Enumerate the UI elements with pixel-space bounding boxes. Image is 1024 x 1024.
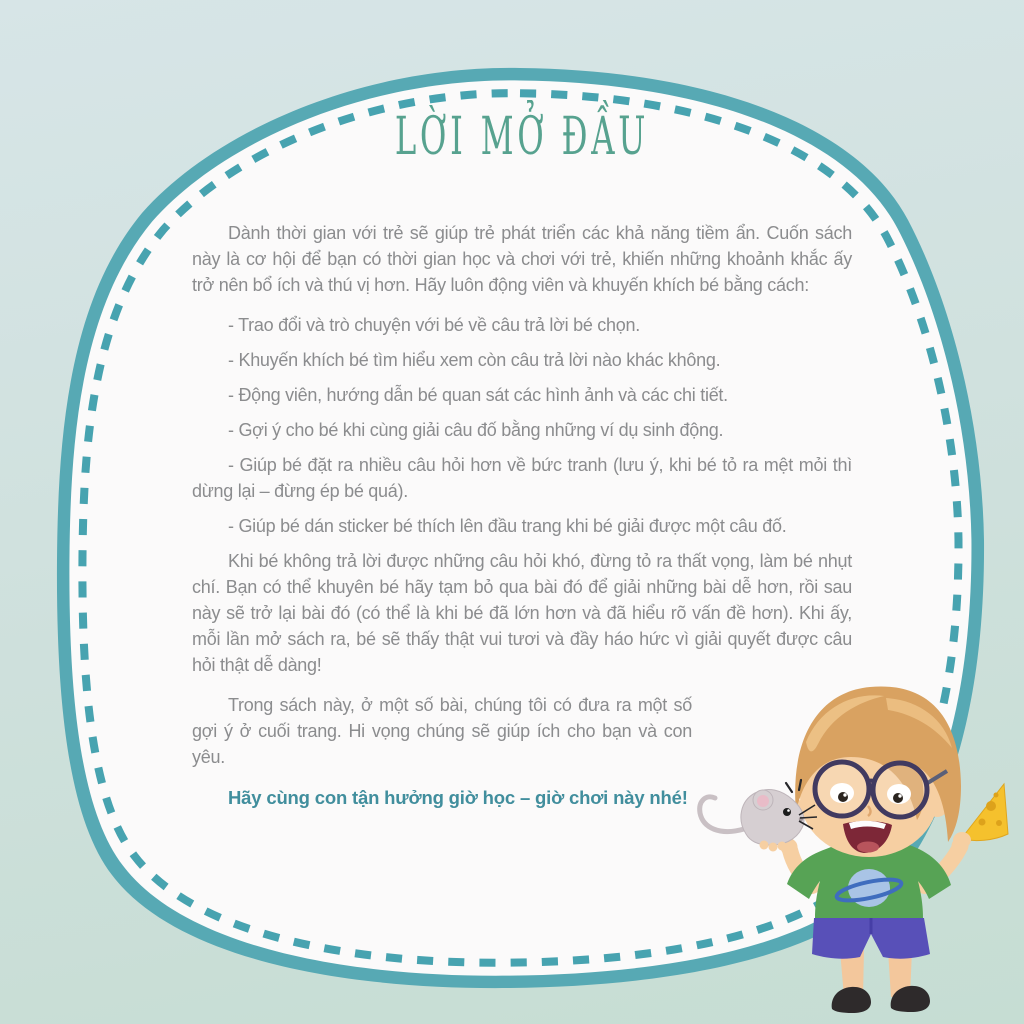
cheese-wedge <box>961 784 1008 841</box>
tip-item: - Giúp bé dán sticker bé thích lên đầu trang khi bé giải được một câu đố. <box>228 516 787 536</box>
tip-item: - Gợi ý cho bé khi cùng giải câu đố bằng những ví dụ sinh động. <box>228 420 724 440</box>
tip-item: - Khuyến khích bé tìm hiểu xem còn câu trả lời nào khác không. <box>228 350 721 370</box>
toy-mouse-icon <box>700 780 817 845</box>
page-title: LỜI MỞ ĐẦU <box>394 107 650 167</box>
cheese-icon <box>961 784 1008 841</box>
eye-glint <box>843 793 846 796</box>
tip-item: - Giúp bé đặt ra nhiều câu hỏi hơn về bức tranh (lưu ý, khi bé tỏ ra mệt mỏi thì dừng lại – đừng ép bé quá). <box>192 455 852 501</box>
closing-line: Hãy cùng con tận hưởng giờ học – giờ chơi này nhé! <box>228 787 688 808</box>
mouse-tail <box>700 797 744 832</box>
left-pupil <box>838 792 848 802</box>
mouse-eye <box>783 808 791 816</box>
right-pupil <box>893 793 903 803</box>
finger <box>760 841 769 850</box>
mouse-eye-glint <box>787 809 790 812</box>
boy <box>700 686 1008 1013</box>
tongue <box>857 842 879 853</box>
tip-item: - Động viên, hướng dẫn bé quan sát các hình ảnh và các chi tiết. <box>228 385 728 405</box>
cheese-hole <box>979 819 986 826</box>
tip-item: - Trao đổi và trò chuyện với bé về câu trả lời bé chọn. <box>228 315 640 335</box>
finger <box>778 842 787 851</box>
left-shoe <box>832 987 871 1013</box>
cheese-hole <box>994 793 999 798</box>
hand-on-cheese <box>953 832 971 848</box>
finger <box>769 843 778 852</box>
eye-glint <box>898 794 901 797</box>
mouse-inner-ear <box>757 795 769 807</box>
paragraph-3: Trong sách này, ở một số bài, chúng tôi có đưa ra một số gợi ý ở cuối trang. Hi vọng chúng sẽ giúp ích cho bạn và con yêu. <box>192 695 692 767</box>
cheese-hole <box>996 820 1002 826</box>
cheese-hole <box>986 801 996 811</box>
intro-paragraph: Dành thời gian với trẻ sẽ giúp trẻ phát triển các khả năng tiềm ẩn. Cuốn sách này là cơ hội để bạn có thời gian học và chơi với trẻ, khiến những khoảnh khắc ấy trở nên bổ ích và thú vị hơn. Hãy luôn động viên và khuyến khích bé bằng cách: <box>192 223 852 295</box>
paragraph-2: Khi bé không trả lời được những câu hỏi khó, đừng tỏ ra thất vọng, làm bé nhụt chí. Bạn có thể khuyên bé hãy tạm bỏ qua bài đó để giải những bài dễ hơn, rồi sau này sẽ trở lại bài đó (có thể là khi bé đã lớn hơn và đã hiểu rõ vấn đề hơn). Khi ấy, mỗi lần mở sách ra, bé sẽ thấy thật vui tươi và đầy háo hức vì giải quyết được câu hỏi thật dễ dàng! <box>192 551 852 675</box>
